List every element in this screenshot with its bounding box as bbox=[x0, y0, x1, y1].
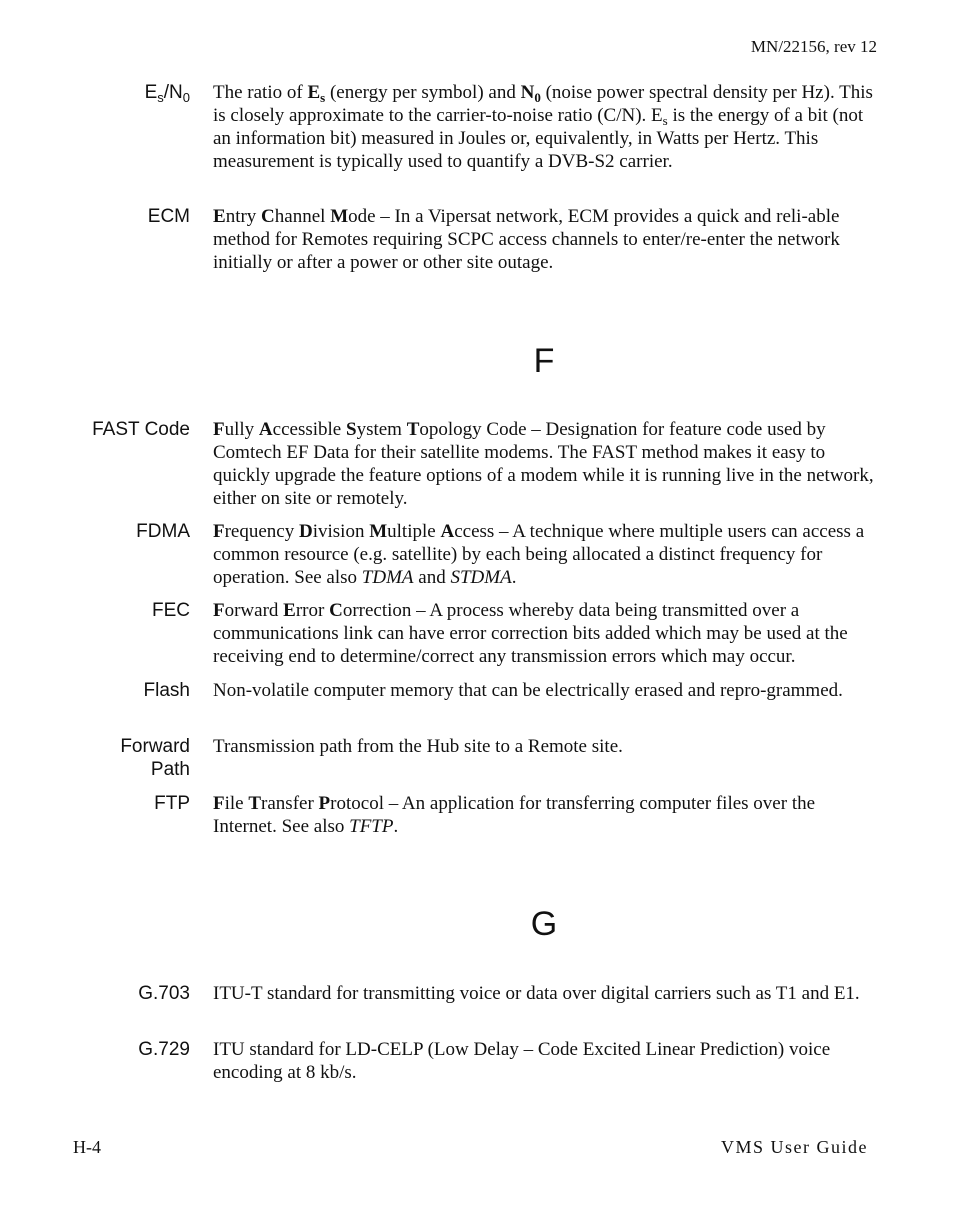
glossary-definition: Non-volatile computer memory that can be electrically erased and repro-grammed. bbox=[213, 680, 843, 701]
glossary-term: $E_s/N_0$ bbox=[144, 82, 190, 105]
glossary-term: FTP bbox=[154, 793, 190, 814]
glossary-definition: The ratio of $E_s$ (energy per symbol) and $N_0$ (noise power spectral density per Hz). This is closely approximate to the carrier-to-noise ratio (C/N). $E_s$ is the energy of a bit (not an information bit) measured in Joules or, equivalently, in Watts per Hertz. This measurement is typically used to quantify a DVB-S2 carrier. bbox=[213, 82, 873, 172]
document-reference: MN/22156, rev 12 bbox=[750, 37, 877, 56]
cross-reference: TDMA bbox=[361, 567, 414, 588]
glossary-definition: Entry Channel Mode – In a Vipersat network, ECM provides a quick and reli-able method for Remotes requiring SCPC access channels to enter/re-enter the network initially or after a power or other site outage. bbox=[213, 206, 840, 273]
glossary-definition: Transmission path from the Hub site to a Remote site. bbox=[213, 736, 623, 757]
glossary-term: Flash bbox=[143, 680, 190, 701]
glossary-term: FDMA bbox=[136, 521, 190, 542]
glossary-definition: File Transfer Protocol – An application for transferring computer files over the Internet. See also TFTP. bbox=[213, 793, 816, 837]
glossary-term: FAST Code bbox=[92, 419, 190, 440]
guide-title: VMS User Guide bbox=[721, 1137, 868, 1157]
glossary-term: G.729 bbox=[138, 1039, 190, 1060]
cross-reference: TFTP bbox=[349, 816, 394, 837]
cross-reference: STDMA bbox=[450, 567, 512, 588]
section-heading-g: G bbox=[530, 905, 558, 943]
glossary-definition: ITU standard for LD-CELP (Low Delay – Code Excited Linear Prediction) voice encoding at 8 kb/s. bbox=[213, 1039, 831, 1083]
glossary-term: FEC bbox=[152, 600, 190, 621]
glossary-definition: Fully Accessible System Topology Code – Designation for feature code used by Comtech EF Data for their satellite modems. The FAST method makes it easy to quickly upgrade the feature options of a modem while it is running live in the network, either on site or remotely. bbox=[213, 419, 874, 509]
page-number: H-4 bbox=[73, 1137, 101, 1157]
glossary-term: G.703 bbox=[138, 983, 190, 1004]
section-heading-f: F bbox=[533, 342, 555, 380]
glossary-definition: Forward Error Correction – A process whereby data being transmitted over a communications link can have error correction bits added which may be used at the receiving end to determine/correct any transmission errors which may occur. bbox=[213, 600, 848, 667]
glossary-term: Forward Path bbox=[120, 736, 190, 780]
glossary-definition: Frequency Division Multiple Access – A technique where multiple users can access a common resource (e.g. satellite) by each being allocated a distinct frequency for operation. See also TDMA and STDMA. bbox=[213, 521, 865, 588]
glossary-definition: ITU-T standard for transmitting voice or data over digital carriers such as T1 and E1. bbox=[213, 983, 860, 1004]
glossary-term: ECM bbox=[147, 206, 190, 227]
